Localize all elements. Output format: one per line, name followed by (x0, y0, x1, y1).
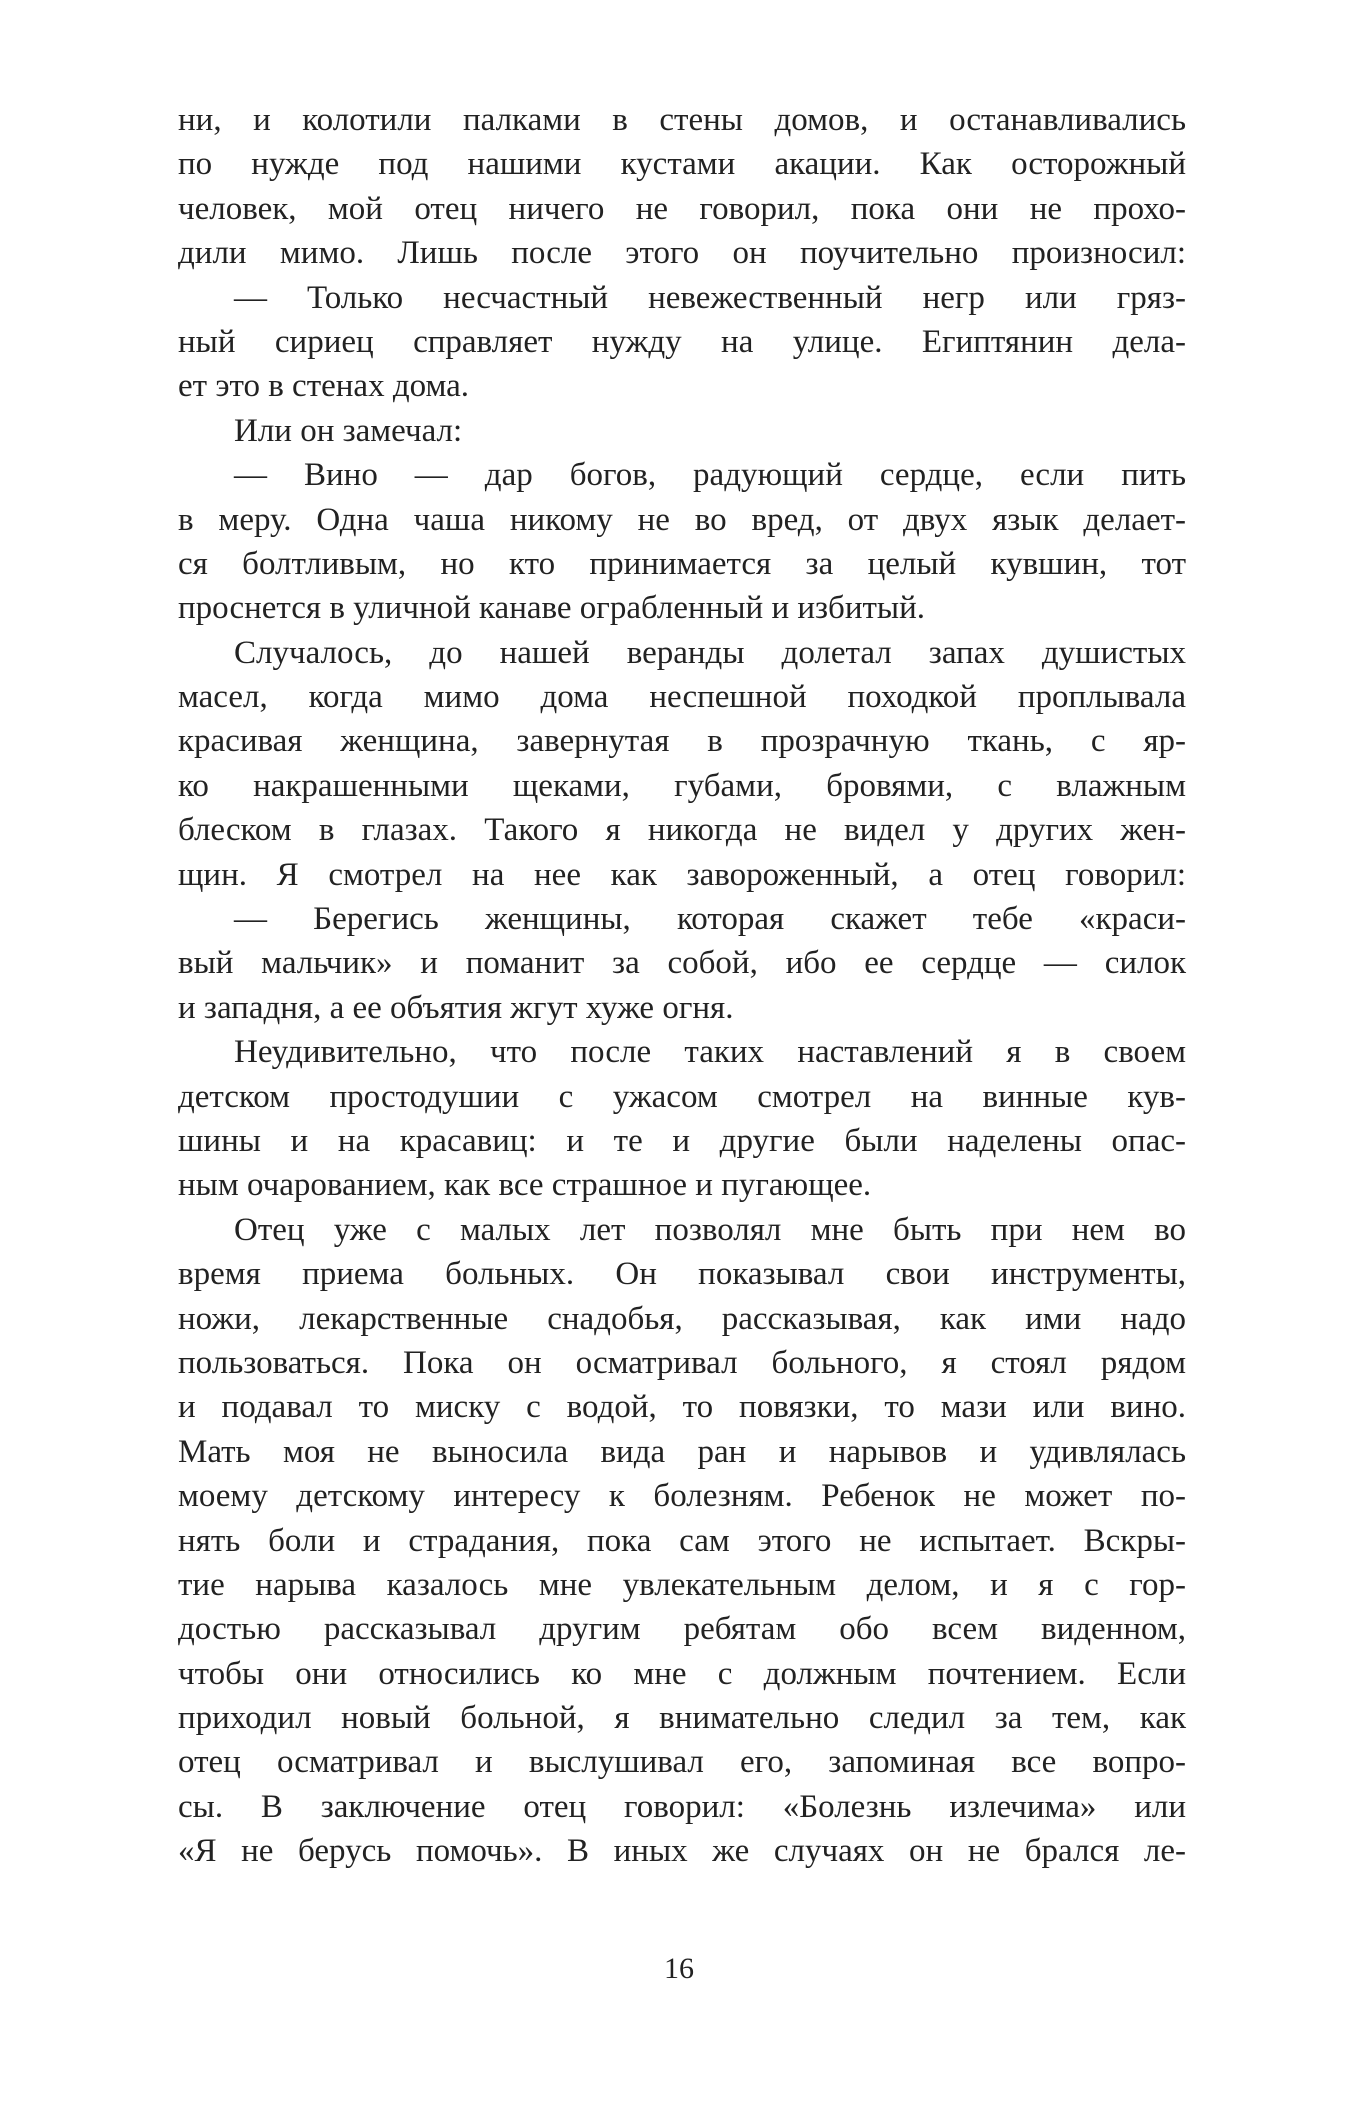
text-line: в меру. Одна чаша никому не во вред, от двух язык делает- (178, 501, 1186, 538)
text-line: чтобы они относились ко мне с должным почтением. Если (178, 1655, 1186, 1692)
text-line: приходил новый больной, я внимательно следил за тем, как (178, 1700, 1186, 1737)
text-line: тие нарыва казалось мне увлекательным делом, и я с гор- (178, 1566, 1186, 1603)
text-line: ни, и колотили палками в стены домов, и останавливались (178, 102, 1186, 138)
text-line: щин. Я смотрел на нее как завороженный, а отец говорил: (178, 856, 1186, 893)
text-line: — Только несчастный невежественный негр или гряз- (234, 279, 1186, 316)
text-line: и подавал то миску с водой, то повязки, то мази или вино. (178, 1389, 1186, 1426)
text-line: масел, когда мимо дома неспешной походкой проплывала (178, 679, 1186, 716)
text-line: красивая женщина, завернутая в прозрачную ткань, с яр- (178, 723, 1186, 760)
text-line: нять боли и страдания, пока сам этого не испытает. Вскры- (178, 1522, 1186, 1559)
text-line: Неудивительно, что после таких наставлений я в своем (234, 1034, 1186, 1071)
text-line: человек, мой отец ничего не говорил, пока они не прохо- (178, 190, 1186, 227)
text-line: детском простодушии с ужасом смотрел на винные кув- (178, 1078, 1186, 1115)
text-line: время приема больных. Он показывал свои инструменты, (178, 1256, 1186, 1293)
text-line: ет это в стенах дома. (178, 368, 470, 405)
text-line: по нужде под нашими кустами акации. Как осторожный (178, 146, 1186, 183)
text-line: ножи, лекарственные снадобья, рассказывая, как ими надо (178, 1300, 1186, 1337)
text-line: ный сириец справляет нужду на улице. Египтянин дела- (178, 323, 1186, 360)
text-line: вый мальчик» и поманит за собой, ибо ее сердце — силок (178, 945, 1186, 982)
text-line: Случалось, до нашей веранды долетал запах душистых (234, 634, 1186, 671)
text-line: — Берегись женщины, которая скажет тебе «краси- (234, 901, 1186, 938)
text-line: Отец уже с малых лет позволял мне быть при нем во (234, 1211, 1186, 1248)
text-line: отец осматривал и выслушивал его, запоминая все вопро- (178, 1744, 1186, 1781)
text-line: достью рассказывал другим ребятам обо всем виденном, (178, 1611, 1186, 1648)
text-line: шины и на красавиц: и те и другие были наделены опас- (178, 1122, 1186, 1159)
text-line: дили мимо. Лишь после этого он поучительно произносил: (178, 235, 1186, 272)
text-line: моему детскому интересу к болезням. Ребенок не может по- (178, 1478, 1186, 1515)
text-line: Мать моя не выносила вида ран и нарывов и удивлялась (178, 1433, 1186, 1470)
text-line: блеском в глазах. Такого я никогда не видел у других жен- (178, 812, 1186, 849)
page-number: 16 (664, 1952, 694, 1985)
text-line: Или он замечал: (234, 412, 463, 449)
text-line: ко накрашенными щеками, губами, бровями, с влажным (178, 767, 1186, 804)
body-text (178, 98, 1186, 1874)
text-line: пользоваться. Пока он осматривал больного, я стоял рядом (178, 1344, 1186, 1381)
text-line: ся болтливым, но кто принимается за целый кувшин, тот (178, 545, 1186, 582)
text-line: сы. В заключение отец говорил: «Болезнь излечима» или (178, 1788, 1186, 1825)
text-line: проснется в уличной канаве ограбленный и избитый. (178, 590, 926, 627)
text-line: и западня, а ее объятия жгут хуже огня. (178, 989, 734, 1026)
text-line: «Я не берусь помочь». В иных же случаях он не брался ле- (178, 1833, 1186, 1870)
text-line: — Вино — дар богов, радующий сердце, если пить (234, 457, 1186, 494)
text-line: ным очарованием, как все страшное и пугающее. (178, 1167, 872, 1204)
